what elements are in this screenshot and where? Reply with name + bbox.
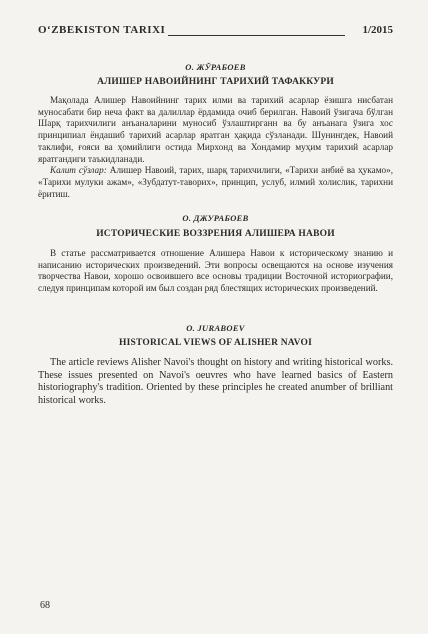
page-number: 68: [40, 600, 50, 611]
author-ru: О. ДЖУРАБОЕВ: [182, 213, 249, 223]
title-uz-wrap: [38, 77, 393, 87]
title-en-wrap: [38, 338, 393, 348]
section-english: [38, 323, 393, 333]
section-russian: [38, 213, 393, 223]
abstract-en: The article reviews Alisher Navoi's thought on history and writing historical works. These issues presented on Navoi's oeuvres who have learned basics of Eastern historiography's tradition. Oriented by these principles he created anumber of brilliant historical works.: [38, 357, 393, 407]
author-uz: О. ЖЎРАБОЕВ: [185, 62, 246, 72]
section-uzbek: [38, 62, 393, 72]
author-en: O. JURABOEV: [186, 323, 245, 333]
title-ru-wrap: [38, 229, 393, 239]
issue-number: 1/2015: [362, 24, 393, 36]
keywords-text-uz: Алишер Навоий, тарих, шарқ тарихчилиги, «Тарихи анбиё ва ҳукамо», «Тарихи мулуки ажам», «Зубдатут-таворих», принцип, услуб, илмий холислик, тарихни ёритиш.: [38, 165, 393, 199]
journal-title: O‘ZBEKISTON TARIXI: [38, 24, 166, 36]
keywords-uz: [38, 165, 393, 200]
abstract-uz: Мақолада Алишер Навоийнинг тарих илми ва тарихий асарлар ёзишга нисбатан муносабати бир неча факт ва далиллар ёрдамида очиб берилган. Навоий ўзигача бўлган Шарқ тарихчилиги анъаналарини муносиб ўзлаштирганн ва бу анъанага ўзига хос принципиал ёндашиб тарихий асарлар яратган ҳақида сўзланади. Шунингдек, Навоий таклифи, ғояси ва ҳомийлиги остида Мирхонд ва Хондамир муҳим тарихий асарлар яратгандиги таъкидланади.: [38, 95, 393, 164]
keywords-label-uz: Калит сўзлар:: [50, 165, 107, 176]
title-en: HISTORICAL VIEWS OF ALISHER NAVOI: [119, 338, 312, 348]
running-header: [38, 24, 393, 42]
abstract-ru-wrap: [38, 248, 393, 295]
abstract-uz-wrap: [38, 95, 393, 200]
abstract-en-wrap: [38, 357, 393, 408]
header-rule: [168, 35, 345, 36]
abstract-ru: В статье рассматривается отношение Алишера Навои к историческому знанию и написанию исторических произведений. Эти вопросы освещаются на основе изучения творчества Навои, хорошо освоившего все основы традиции Восточной историографии, следуя принципам которой им был создан ряд блестящих исторических произведений.: [38, 248, 393, 294]
title-uz: АЛИШЕР НАВОИЙНИНГ ТАРИХИЙ ТАФАККУРИ: [97, 77, 334, 87]
title-ru: ИСТОРИЧЕСКИЕ ВОЗЗРЕНИЯ АЛИШЕРА НАВОИ: [96, 229, 335, 239]
